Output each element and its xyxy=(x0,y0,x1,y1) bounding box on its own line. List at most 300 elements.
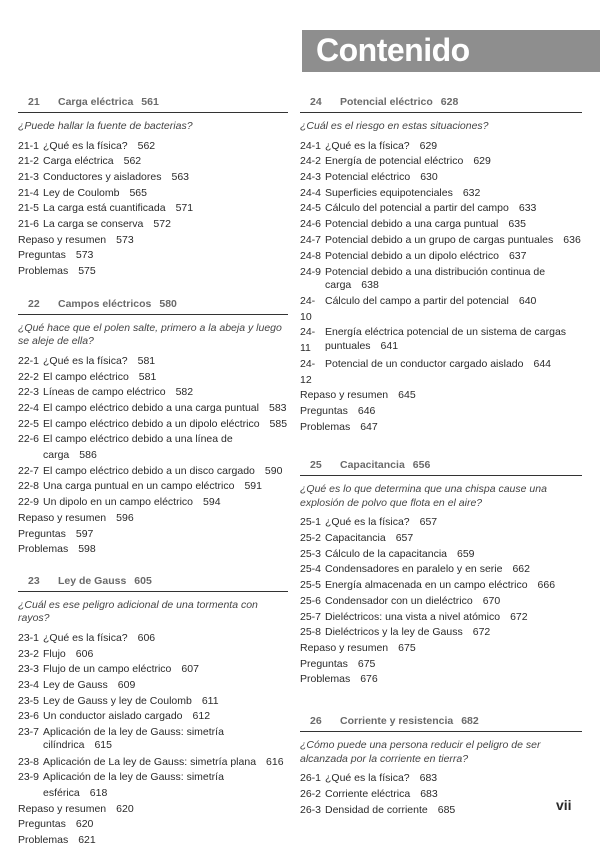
toc-entry[interactable] xyxy=(300,249,582,265)
toc-entry[interactable] xyxy=(300,547,582,563)
section-title: ¿Qué es la física? xyxy=(325,772,410,785)
chapter-block xyxy=(300,96,582,435)
section-number: 22-3 xyxy=(18,386,40,399)
extra-page: 573 xyxy=(75,249,94,262)
section-title: Aplicación de la ley de Gauss: simetría esférica xyxy=(43,771,224,799)
section-page: 615 xyxy=(94,739,112,752)
section-page: 590 xyxy=(264,464,283,477)
toc-extra-entry[interactable] xyxy=(300,388,582,404)
toc-entry[interactable] xyxy=(18,370,288,386)
extra-title: Problemas xyxy=(18,265,69,278)
toc-entry[interactable] xyxy=(18,217,288,233)
section-title: El campo eléctrico debido a una carga puntual xyxy=(43,401,259,414)
section-number: 25-7 xyxy=(300,610,322,623)
section-text xyxy=(43,694,288,710)
toc-extra-entry[interactable] xyxy=(300,641,582,657)
section-title: El campo eléctrico xyxy=(43,370,129,383)
extra-title: Repaso y resumen xyxy=(18,511,107,524)
section-number: 24-4 xyxy=(300,186,322,199)
section-title: Ley de Coulomb xyxy=(43,186,120,199)
section-text xyxy=(43,647,288,663)
chapter-page: 628 xyxy=(440,96,459,108)
section-number: 26-1 xyxy=(300,772,322,785)
section-title: El campo eléctrico debido a una línea de carga xyxy=(43,433,233,462)
extra-title: Problemas xyxy=(300,673,351,686)
toc-entry[interactable] xyxy=(18,709,288,725)
toc-entry[interactable] xyxy=(18,170,288,186)
toc-entry[interactable] xyxy=(300,594,582,610)
extra-page: 597 xyxy=(75,527,94,540)
section-page: 629 xyxy=(473,155,491,168)
section-title: Potencial debido a una carga puntual xyxy=(325,218,499,231)
toc-entry[interactable] xyxy=(300,265,582,294)
section-text xyxy=(43,139,288,155)
section-page: 683 xyxy=(420,787,438,800)
chapter-title: Potencial eléctrico xyxy=(340,96,433,108)
section-text xyxy=(325,139,582,155)
toc-entry[interactable] xyxy=(18,647,288,663)
toc-extra-entry[interactable] xyxy=(300,420,582,436)
extra-page: 646 xyxy=(357,404,376,417)
section-page: 606 xyxy=(137,631,156,644)
toc-entry[interactable] xyxy=(18,432,288,463)
section-title: El campo eléctrico debido a un dipolo eléctrico xyxy=(43,417,260,430)
section-number: 22-9 xyxy=(18,496,40,509)
section-page: 657 xyxy=(419,516,438,529)
chapter-block xyxy=(300,459,582,688)
chapter-block xyxy=(18,298,288,558)
chapter-number: 22 xyxy=(28,297,40,310)
section-text xyxy=(43,170,288,186)
section-number: 22-4 xyxy=(18,401,40,414)
toc-entry[interactable] xyxy=(300,787,582,803)
section-text xyxy=(43,725,288,754)
toc-entry[interactable] xyxy=(18,725,288,754)
toc-entry[interactable] xyxy=(18,662,288,678)
chapter-question: ¿Cuál es el riesgo en estas situaciones? xyxy=(300,120,489,132)
section-title: Carga eléctrica xyxy=(43,155,114,168)
chapter-question: ¿Qué es lo que determina que una chispa cause una explosión de polvo que flota en el aire? xyxy=(300,483,547,509)
toc-entry[interactable] xyxy=(300,357,582,388)
extra-page: 645 xyxy=(398,389,416,402)
section-page: 611 xyxy=(201,694,219,707)
section-number: 24-3 xyxy=(300,170,322,183)
extra-page: 598 xyxy=(78,543,96,556)
section-text xyxy=(325,233,582,249)
section-text xyxy=(325,547,582,563)
section-title: ¿Qué es la física? xyxy=(43,139,128,152)
page-title: Contenido xyxy=(316,32,470,68)
extra-title: Problemas xyxy=(18,543,69,556)
toc-entry[interactable] xyxy=(18,479,288,495)
section-page: 612 xyxy=(192,710,211,723)
chapter-title: Ley de Gauss xyxy=(58,574,127,587)
section-title: Potencial de un conductor cargado aislado xyxy=(325,357,524,370)
extra-title: Repaso y resumen xyxy=(300,641,389,654)
section-title: Potencial debido a un grupo de cargas puntuales xyxy=(325,233,554,246)
chapter-block xyxy=(18,96,288,280)
chapter-block xyxy=(18,575,288,849)
section-title: Energía almacenada en un campo eléctrico xyxy=(325,579,528,592)
section-number: 21-1 xyxy=(18,139,40,152)
toc-entry[interactable] xyxy=(300,771,582,787)
chapter-number: 25 xyxy=(310,459,322,472)
section-page: 582 xyxy=(175,386,194,399)
toc-entry[interactable] xyxy=(300,201,582,217)
toc-extra-entry[interactable] xyxy=(18,802,288,818)
toc-entry[interactable] xyxy=(300,610,582,626)
section-number: 21-2 xyxy=(18,155,40,168)
section-number: 23-7 xyxy=(18,726,40,739)
toc-entry[interactable] xyxy=(300,625,582,641)
section-number: 22-5 xyxy=(18,417,40,430)
section-text xyxy=(325,201,582,217)
section-text xyxy=(43,709,288,725)
section-text xyxy=(43,755,288,771)
section-page: 585 xyxy=(269,417,288,430)
section-number: 22-2 xyxy=(18,370,40,383)
section-number: 23-3 xyxy=(18,663,40,676)
section-title: Potencial eléctrico xyxy=(325,170,411,183)
toc-entry[interactable] xyxy=(18,186,288,202)
section-text xyxy=(325,154,582,170)
toc-entry[interactable] xyxy=(300,325,582,356)
toc-extra-entry[interactable] xyxy=(300,672,582,688)
chapter-title: Carga eléctrica xyxy=(58,96,134,108)
toc-extra-entry[interactable] xyxy=(18,233,288,249)
section-text xyxy=(43,385,288,401)
section-title: Un conductor aislado cargado xyxy=(43,710,183,723)
right-column xyxy=(300,96,582,818)
section-page: 607 xyxy=(181,663,199,676)
toc-entry[interactable] xyxy=(300,154,582,170)
section-number: 23-5 xyxy=(18,694,40,707)
chapter-heading[interactable] xyxy=(300,96,582,113)
section-number: 24-11 xyxy=(300,326,316,355)
extra-page: 620 xyxy=(116,802,134,815)
section-title: Cálculo del potencial a partir del campo xyxy=(325,202,509,215)
chapter-heading[interactable] xyxy=(300,715,582,732)
section-text xyxy=(43,217,288,233)
toc-entry[interactable] xyxy=(18,201,288,217)
toc-entry[interactable] xyxy=(18,631,288,647)
section-page: 641 xyxy=(380,339,399,352)
chapter-page: 561 xyxy=(141,96,159,108)
section-text xyxy=(43,417,288,433)
section-text xyxy=(325,531,582,547)
section-page: 638 xyxy=(361,278,379,291)
section-page: 636 xyxy=(563,233,581,246)
extra-page: 675 xyxy=(357,657,376,670)
section-number: 23-1 xyxy=(18,631,40,644)
section-page: 591 xyxy=(244,480,262,493)
extra-title: Problemas xyxy=(300,420,351,433)
section-page: 644 xyxy=(533,357,552,370)
section-text xyxy=(43,401,288,417)
toc-entry[interactable] xyxy=(300,531,582,547)
extra-title: Preguntas xyxy=(300,657,348,670)
section-number: 21-5 xyxy=(18,202,40,215)
section-title: Aplicación de La ley de Gauss: simetría plana xyxy=(43,755,257,768)
section-text xyxy=(43,201,288,217)
section-text xyxy=(325,594,582,610)
extra-page: 573 xyxy=(116,233,134,246)
contents-banner xyxy=(302,30,600,72)
section-page: 565 xyxy=(129,186,147,199)
toc-extra-entry[interactable] xyxy=(18,527,288,543)
chapter-question: ¿Cómo puede una persona reducir el peligro de ser alcanzada por la corriente en tierra? xyxy=(300,739,541,765)
section-number: 26-3 xyxy=(300,803,322,816)
section-title: Un dipolo en un campo eléctrico xyxy=(43,496,194,509)
section-number: 24-5 xyxy=(300,202,322,215)
section-number: 25-1 xyxy=(300,516,322,529)
section-page: 629 xyxy=(419,139,438,152)
left-column xyxy=(18,96,288,849)
section-title: Líneas de campo eléctrico xyxy=(43,386,166,399)
chapter-heading[interactable] xyxy=(18,298,288,315)
section-number: 24-2 xyxy=(300,155,322,168)
section-text xyxy=(325,294,582,325)
section-number: 22-6 xyxy=(18,433,40,446)
section-title: Potencial debido a una distribución continua de carga xyxy=(325,265,546,291)
section-number: 23-6 xyxy=(18,710,40,723)
section-text xyxy=(43,354,288,370)
section-text xyxy=(43,370,288,386)
extra-title: Preguntas xyxy=(18,527,66,540)
section-number: 24-12 xyxy=(300,357,316,386)
section-number: 21-4 xyxy=(18,186,40,199)
extra-title: Problemas xyxy=(18,834,69,847)
section-title: ¿Qué es la física? xyxy=(43,354,128,367)
extra-page: 620 xyxy=(75,818,94,831)
toc-entry[interactable] xyxy=(300,233,582,249)
extra-page: 647 xyxy=(360,420,378,433)
section-title: Dieléctricos: una vista a nivel atómico xyxy=(325,610,501,623)
chapter-number: 21 xyxy=(28,96,40,108)
section-number: 24-7 xyxy=(300,233,322,246)
toc-entry[interactable] xyxy=(18,694,288,710)
section-page: 562 xyxy=(123,155,142,168)
section-title: La carga se conserva xyxy=(43,218,144,231)
section-page: 640 xyxy=(518,295,537,308)
section-text xyxy=(43,464,288,480)
extra-title: Preguntas xyxy=(18,818,66,831)
section-title: ¿Qué es la física? xyxy=(325,139,410,152)
toc-entry[interactable] xyxy=(18,139,288,155)
toc-entry[interactable] xyxy=(18,770,288,801)
chapter-question: ¿Qué hace que el polen salte, primero a la abeja y luego se aleje de ella? xyxy=(18,321,282,348)
extra-title: Repaso y resumen xyxy=(18,802,107,815)
section-title: Ley de Gauss xyxy=(43,679,108,692)
section-number: 21-3 xyxy=(18,170,40,183)
section-number: 23-9 xyxy=(18,771,40,784)
section-number: 24-9 xyxy=(300,265,322,278)
chapter-block xyxy=(300,715,582,818)
section-page: 683 xyxy=(419,772,438,785)
extra-page: 675 xyxy=(398,641,416,654)
section-number: 24-1 xyxy=(300,139,322,152)
section-page: 657 xyxy=(395,532,414,545)
toc-entry[interactable] xyxy=(300,578,582,594)
section-number: 25-2 xyxy=(300,532,322,545)
section-text xyxy=(43,662,288,678)
toc-extra-entry[interactable] xyxy=(18,833,288,849)
section-text xyxy=(325,625,582,641)
toc-entry[interactable] xyxy=(18,678,288,694)
chapter-page: 580 xyxy=(159,297,177,310)
section-title: Condensador con un dieléctrico xyxy=(325,594,473,607)
extra-page: 676 xyxy=(360,673,378,686)
section-number: 25-5 xyxy=(300,579,322,592)
chapter-number: 24 xyxy=(310,96,322,108)
section-title: Conductores y aisladores xyxy=(43,170,162,183)
toc-extra-entry[interactable] xyxy=(18,511,288,527)
toc-entry[interactable] xyxy=(18,755,288,771)
toc-entry[interactable] xyxy=(18,154,288,170)
extra-title: Preguntas xyxy=(300,404,348,417)
toc-entry[interactable] xyxy=(300,139,582,155)
section-number: 23-4 xyxy=(18,679,40,692)
chapter-number: 26 xyxy=(310,715,322,728)
section-page: 685 xyxy=(437,803,456,816)
section-title: Superficies equipotenciales xyxy=(325,186,453,199)
section-text xyxy=(325,771,582,787)
section-page: 571 xyxy=(175,202,194,215)
section-title: Energía eléctrica potencial de un sistema de cargas puntuales xyxy=(325,326,567,352)
section-text xyxy=(325,186,582,202)
section-page: 594 xyxy=(203,496,221,509)
section-text xyxy=(325,217,582,233)
section-text xyxy=(325,249,582,265)
toc-entry[interactable] xyxy=(300,294,582,325)
chapter-heading[interactable] xyxy=(18,96,288,113)
section-title: La carga está cuantificada xyxy=(43,202,166,215)
section-text xyxy=(325,515,582,531)
section-text xyxy=(43,770,288,801)
section-title: Corriente eléctrica xyxy=(325,787,411,800)
section-page: 659 xyxy=(457,547,475,560)
toc-extra-entry[interactable] xyxy=(300,657,582,673)
toc-entry[interactable] xyxy=(300,803,582,819)
section-text xyxy=(325,325,582,356)
section-title: El campo eléctrico debido a un disco cargado xyxy=(43,464,255,477)
section-page: 616 xyxy=(266,755,284,768)
toc-entry[interactable] xyxy=(300,186,582,202)
section-number: 21-6 xyxy=(18,218,40,231)
section-title: Condensadores en paralelo y en serie xyxy=(325,563,503,576)
section-page: 606 xyxy=(75,647,94,660)
section-page: 583 xyxy=(268,401,287,414)
section-title: Flujo de un campo eléctrico xyxy=(43,663,172,676)
section-text xyxy=(325,265,582,294)
section-text xyxy=(43,154,288,170)
section-title: Potencial debido a un dipolo eléctrico xyxy=(325,249,499,262)
section-page: 666 xyxy=(537,579,556,592)
section-number: 24-8 xyxy=(300,249,322,262)
section-number: 25-6 xyxy=(300,594,322,607)
chapter-heading[interactable] xyxy=(18,575,288,592)
toc-entry[interactable] xyxy=(18,464,288,480)
section-page: 630 xyxy=(420,170,438,183)
toc-entry[interactable] xyxy=(300,562,582,578)
section-page: 572 xyxy=(153,218,171,231)
chapter-page: 656 xyxy=(412,459,431,472)
toc-extra-entry[interactable] xyxy=(18,817,288,833)
section-number: 23-8 xyxy=(18,755,40,768)
section-number: 24-6 xyxy=(300,218,322,231)
chapter-title: Campos eléctricos xyxy=(58,297,152,310)
extra-title: Preguntas xyxy=(18,249,66,262)
section-text xyxy=(325,578,582,594)
section-text xyxy=(43,495,288,511)
section-title: Cálculo de la capacitancia xyxy=(325,547,447,560)
section-number: 23-2 xyxy=(18,647,40,660)
section-page: 581 xyxy=(137,354,156,367)
section-title: Cálculo del campo a partir del potencial xyxy=(325,295,509,308)
section-page: 562 xyxy=(137,139,156,152)
toc-entry[interactable] xyxy=(18,495,288,511)
toc-entry[interactable] xyxy=(300,170,582,186)
section-page: 618 xyxy=(89,787,108,799)
toc-entry[interactable] xyxy=(18,401,288,417)
page-number: vii xyxy=(556,797,572,813)
section-number: 22-1 xyxy=(18,354,40,367)
toc-entry[interactable] xyxy=(300,515,582,531)
section-title: Energía de potencial eléctrico xyxy=(325,155,464,168)
extra-page: 621 xyxy=(78,834,96,847)
extra-title: Repaso y resumen xyxy=(18,233,107,246)
toc-entry[interactable] xyxy=(18,417,288,433)
section-title: Una carga puntual en un campo eléctrico xyxy=(43,480,235,493)
extra-title: Repaso y resumen xyxy=(300,389,389,402)
chapter-title: Capacitancia xyxy=(340,459,405,472)
section-text xyxy=(43,479,288,495)
section-page: 637 xyxy=(508,249,527,262)
extra-page: 596 xyxy=(116,511,134,524)
section-page: 672 xyxy=(472,626,491,639)
section-text xyxy=(325,787,582,803)
section-text xyxy=(43,186,288,202)
chapter-number: 23 xyxy=(28,574,40,587)
toc-extra-entry[interactable] xyxy=(18,542,288,558)
toc-extra-entry[interactable] xyxy=(300,404,582,420)
section-number: 24-10 xyxy=(300,295,316,323)
toc-entry[interactable] xyxy=(300,217,582,233)
section-page: 670 xyxy=(482,594,501,607)
section-page: 609 xyxy=(117,679,136,692)
toc-extra-entry[interactable] xyxy=(18,264,288,280)
section-number: 22-7 xyxy=(18,464,40,477)
toc-extra-entry[interactable] xyxy=(18,248,288,264)
section-page: 635 xyxy=(508,218,526,231)
section-text xyxy=(325,610,582,626)
section-page: 563 xyxy=(171,170,190,183)
chapter-page: 605 xyxy=(134,574,152,587)
section-title: Capacitancia xyxy=(325,532,386,545)
section-text xyxy=(325,803,582,819)
section-text xyxy=(325,170,582,186)
section-title: ¿Qué es la física? xyxy=(325,516,410,529)
toc-entry[interactable] xyxy=(18,354,288,370)
section-page: 672 xyxy=(510,610,528,623)
chapter-title: Corriente y resistencia xyxy=(340,715,454,728)
toc-entry[interactable] xyxy=(18,385,288,401)
chapter-heading[interactable] xyxy=(300,459,582,476)
section-text xyxy=(43,631,288,647)
section-number: 22-8 xyxy=(18,480,40,493)
section-text xyxy=(325,562,582,578)
section-number: 25-8 xyxy=(300,626,322,639)
